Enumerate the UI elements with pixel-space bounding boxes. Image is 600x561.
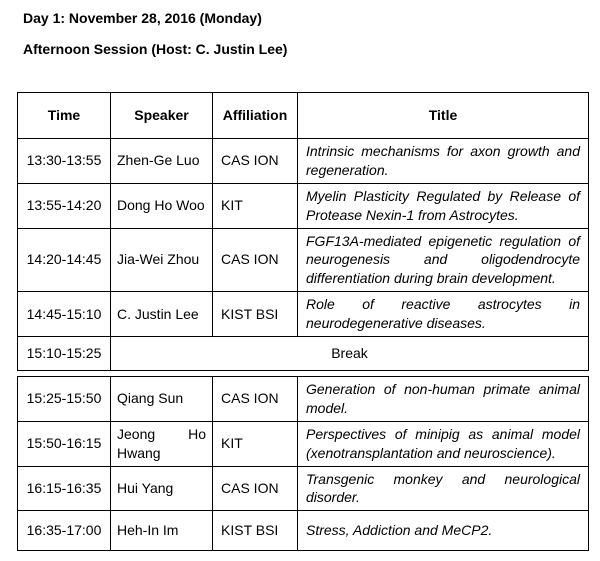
- session-row: [18, 228, 589, 292]
- schedule-table-part1: [17, 92, 589, 371]
- session-title: Myelin Plasticity Regulated by Release of Protease Nexin-1 from Astrocytes.: [298, 183, 589, 228]
- day-heading: Day 1: November 28, 2016 (Monday): [23, 10, 262, 26]
- session-time: 13:30-13:55: [18, 139, 111, 184]
- header-row: [18, 93, 589, 139]
- column-header-speaker: Speaker: [111, 93, 213, 139]
- schedule-table-part2: [17, 376, 589, 551]
- session-time: 15:50-16:15: [18, 421, 111, 466]
- session-speaker: Qiang Sun: [111, 377, 213, 422]
- column-header-affiliation: Affiliation: [213, 93, 298, 139]
- column-header-title: Title: [298, 93, 589, 139]
- session-speaker: C. Justin Lee: [111, 292, 213, 337]
- column-header-time: Time: [18, 93, 111, 139]
- session-row: [18, 377, 589, 422]
- session-row: [18, 292, 589, 337]
- session-title: Role of reactive astrocytes in neurodegenerative diseases.: [298, 292, 589, 337]
- session-affiliation: KIST BSI: [213, 292, 298, 337]
- session-time: 16:35-17:00: [18, 511, 111, 551]
- session-title: Intrinsic mechanisms for axon growth and regeneration.: [298, 139, 589, 184]
- session-title: Transgenic monkey and neurological disorder.: [298, 466, 589, 511]
- session-time: 13:55-14:20: [18, 183, 111, 228]
- session-time: 14:20-14:45: [18, 228, 111, 292]
- session-affiliation: CAS ION: [213, 466, 298, 511]
- session-speaker: Heh-In Im: [111, 511, 213, 551]
- break-time: 15:10-15:25: [18, 337, 111, 371]
- session-title: Stress, Addiction and MeCP2.: [298, 511, 589, 551]
- session-heading: Afternoon Session (Host: C. Justin Lee): [23, 41, 288, 57]
- session-affiliation: KIST BSI: [213, 511, 298, 551]
- break-label: Break: [111, 337, 589, 371]
- session-time: 14:45-15:10: [18, 292, 111, 337]
- session-title: Generation of non-human primate animal model.: [298, 377, 589, 422]
- session-title: FGF13A-mediated epigenetic regulation of neurogenesis and oligodendrocyte differentiation during brain development.: [298, 228, 589, 292]
- session-row: [18, 139, 589, 184]
- session-row: [18, 466, 589, 511]
- session-affiliation: CAS ION: [213, 228, 298, 292]
- session-affiliation: CAS ION: [213, 139, 298, 184]
- session-speaker: Jeong Ho Hwang: [111, 421, 213, 466]
- session-row: [18, 421, 589, 466]
- session-affiliation: KIT: [213, 421, 298, 466]
- session-speaker: Dong Ho Woo: [111, 183, 213, 228]
- session-row: [18, 183, 589, 228]
- session-affiliation: CAS ION: [213, 377, 298, 422]
- break-row: [18, 337, 589, 371]
- session-speaker: Jia-Wei Zhou: [111, 228, 213, 292]
- session-title: Perspectives of minipig as animal model (xenotransplantation and neuroscience).: [298, 421, 589, 466]
- session-row: [18, 511, 589, 551]
- session-affiliation: KIT: [213, 183, 298, 228]
- session-speaker: Zhen-Ge Luo: [111, 139, 213, 184]
- session-speaker: Hui Yang: [111, 466, 213, 511]
- session-time: 15:25-15:50: [18, 377, 111, 422]
- session-time: 16:15-16:35: [18, 466, 111, 511]
